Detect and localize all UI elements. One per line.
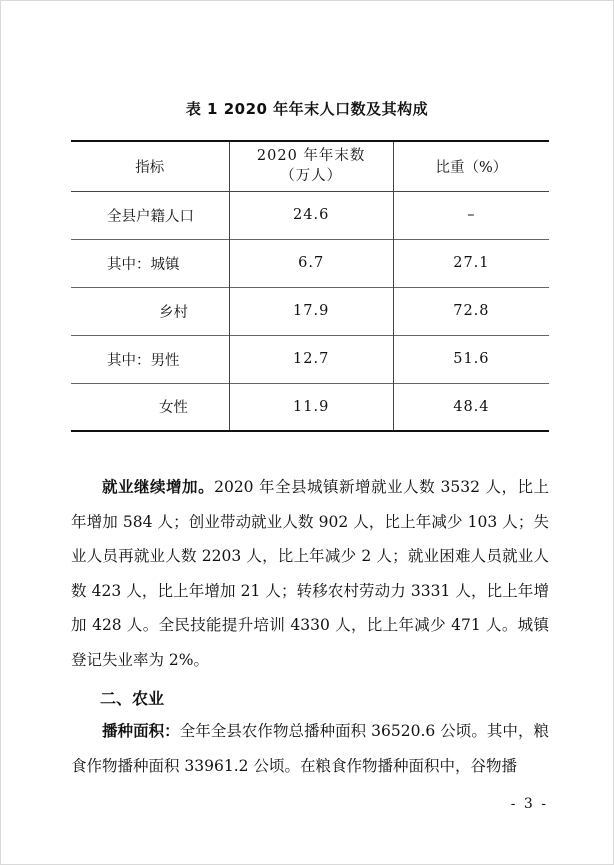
header-value-line2: （万人） bbox=[280, 168, 343, 185]
row-value: 6.7 bbox=[229, 239, 393, 287]
row-label: 其中：男性 bbox=[107, 352, 180, 369]
row-share: 51.6 bbox=[393, 335, 549, 383]
agriculture-text: 全年全县农作物总播种面积 36520.6 公顷。其中，粮食作物播种面积 33961.2 公顷。在粮食作物播种面积中，谷物播 bbox=[71, 722, 549, 775]
row-label: 全县户籍人口 bbox=[107, 208, 194, 225]
row-value: 12.7 bbox=[229, 335, 393, 383]
table-row bbox=[71, 191, 549, 239]
header-indicator: 指标 bbox=[135, 159, 165, 176]
row-label: 乡村 bbox=[159, 304, 188, 321]
header-value bbox=[229, 141, 393, 191]
employment-paragraph bbox=[71, 470, 549, 677]
row-label: 其中：城镇 bbox=[107, 256, 180, 273]
row-share: 27.1 bbox=[393, 239, 549, 287]
row-label: 女性 bbox=[159, 400, 188, 417]
section-heading-agriculture: 二、农业 bbox=[100, 689, 165, 708]
header-share: 比重（%） bbox=[393, 141, 549, 191]
row-share: – bbox=[393, 191, 549, 239]
table-header-row bbox=[71, 141, 549, 191]
population-table bbox=[71, 140, 549, 432]
row-value: 17.9 bbox=[229, 287, 393, 335]
row-share: 48.4 bbox=[393, 383, 549, 431]
row-value: 24.6 bbox=[229, 191, 393, 239]
employment-lead: 就业继续增加。 bbox=[102, 478, 215, 496]
header-value-line1: 2020 年年末数 bbox=[256, 148, 366, 165]
row-share: 72.8 bbox=[393, 287, 549, 335]
agriculture-paragraph bbox=[71, 714, 549, 783]
agriculture-lead: 播种面积： bbox=[102, 722, 180, 740]
page-number: - 3 - bbox=[510, 796, 548, 812]
employment-text: 2020 年全县城镇新增就业人数 3532 人，比上年增加 584 人；创业带动就业人数 902 人，比上年减少 103 人；失业人员再就业人数 2203 人，比上年减少 2 人；就业困难人员就业人数 423 人，比上年增加 21 人；转移农村劳动力 3331 人，比上年增加 428 人。全民技能提升培训 4330 人，比上年减少 471 人。城镇登记失业率为 2%。 bbox=[71, 478, 549, 669]
table-title: 表 1 2020 年年末人口数及其构成 bbox=[185, 100, 429, 118]
table-row bbox=[71, 335, 549, 383]
table-row bbox=[71, 239, 549, 287]
table-row bbox=[71, 383, 549, 431]
table-row bbox=[71, 287, 549, 335]
row-value: 11.9 bbox=[229, 383, 393, 431]
